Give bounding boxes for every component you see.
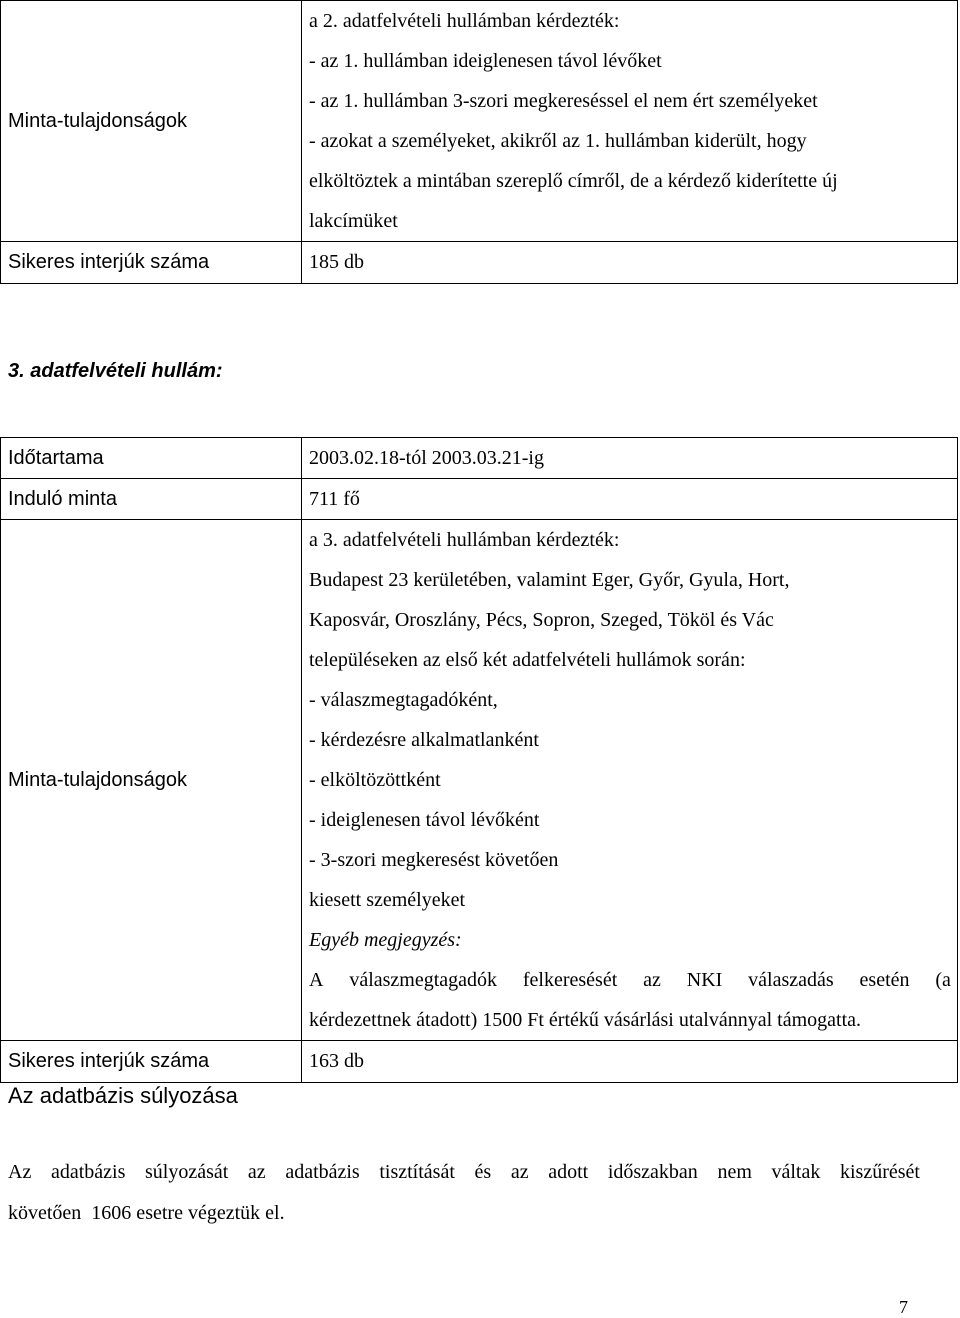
table-row — [1, 438, 958, 479]
note-word: válaszadás — [748, 969, 834, 991]
wave3-heading: 3. adatfelvételi hullám: — [8, 360, 223, 382]
paragraph-word: Az — [8, 1161, 32, 1183]
row-value-duration: 2003.02.18-tól 2003.03.21-ig — [302, 438, 958, 479]
note-word: A — [309, 969, 324, 991]
row-value-sample-properties — [302, 1, 958, 242]
paragraph-word: adatbázis — [285, 1161, 360, 1183]
weighting-paragraph — [8, 1152, 920, 1234]
paragraph-word: váltak — [771, 1161, 821, 1183]
row-label-sample-properties: Minta-tulajdonságok — [1, 1, 302, 242]
row-label-initial-sample: Induló minta — [1, 479, 302, 520]
note-word: NKI — [686, 969, 723, 991]
note-word: az — [643, 969, 661, 991]
text-line: elköltöztek a mintában szereplő címről, de a kérdező kiderítette új — [309, 170, 838, 192]
text-line: - válaszmegtagadóként, — [309, 689, 498, 711]
text-line: - ideiglenesen távol lévőként — [309, 809, 540, 831]
note-word: felkeresését — [522, 969, 618, 991]
paragraph-word: adatbázis — [50, 1161, 126, 1183]
note-line-justified — [309, 960, 957, 1000]
paragraph-line: követően 1606 esetre végeztük el. — [8, 1202, 285, 1224]
section-title-weighting: Az adatbázis súlyozása — [8, 1083, 238, 1108]
text-line: a 3. adatfelvételi hullámban kérdezték: — [309, 529, 620, 551]
table-row — [1, 1, 958, 242]
row-label-sample-properties: Minta-tulajdonságok — [1, 520, 302, 1041]
text-line: - azokat a személyeket, akikről az 1. hullámban kiderült, hogy — [309, 130, 807, 152]
paragraph-word: nem — [717, 1161, 752, 1183]
sample-properties-table-wave2 — [0, 0, 958, 284]
row-value-successful-interviews: 185 db — [302, 242, 958, 284]
table-row — [1, 1041, 958, 1083]
paragraph-word: kiszűrését — [840, 1161, 920, 1183]
row-value-initial-sample: 711 fő — [302, 479, 958, 520]
text-line: a 2. adatfelvételi hullámban kérdezték: — [309, 10, 620, 32]
paragraph-word: és — [474, 1161, 492, 1183]
paragraph-word: az — [247, 1161, 266, 1183]
page-number: 7 — [899, 1297, 908, 1317]
note-word: esetén — [859, 969, 910, 991]
text-line: Budapest 23 kerületében, valamint Eger, Győr, Gyula, Hort, — [309, 569, 790, 591]
text-line: - kérdezésre alkalmatlanként — [309, 729, 539, 751]
row-label-successful-interviews: Sikeres interjúk száma — [1, 242, 302, 284]
text-line: településeken az első két adatfelvételi hullámok során: — [309, 649, 746, 671]
text-line: - elköltözöttként — [309, 769, 441, 791]
paragraph-word: az — [510, 1161, 529, 1183]
text-line: - az 1. hullámban 3-szori megkereséssel el nem ért személyeket — [309, 90, 818, 112]
text-line: lakcímüket — [309, 210, 398, 232]
paragraph-line-justified — [8, 1152, 920, 1193]
table-row — [1, 520, 958, 1041]
text-line: Kaposvár, Oroszlány, Pécs, Sopron, Szeged, Tököl és Vác — [309, 609, 774, 631]
paragraph-word: adott — [548, 1161, 589, 1183]
paragraph-word: időszakban — [607, 1161, 698, 1183]
text-line: kiesett személyeket — [309, 889, 466, 911]
row-label-successful-interviews: Sikeres interjúk száma — [1, 1041, 302, 1083]
paragraph-word: súlyozását — [144, 1161, 229, 1183]
text-line: - 3-szori megkeresést követően — [309, 849, 559, 871]
paragraph-word: tisztítását — [379, 1161, 455, 1183]
text-line: - az 1. hullámban ideiglenesen távol lévőket — [309, 50, 662, 72]
row-value-sample-properties — [302, 520, 958, 1041]
note-word: válaszmegtagadók — [349, 969, 498, 991]
table-row — [1, 479, 958, 520]
note-word: (a — [935, 969, 951, 991]
row-value-successful-interviews: 163 db — [302, 1041, 958, 1083]
sample-properties-table-wave3 — [0, 437, 958, 1083]
note-line: kérdezettnek átadott) 1500 Ft értékű vásárlási utalvánnyal támogatta. — [309, 1009, 862, 1031]
table-row — [1, 242, 958, 284]
note-label: Egyéb megjegyzés: — [309, 929, 462, 951]
row-label-duration: Időtartama — [1, 438, 302, 479]
